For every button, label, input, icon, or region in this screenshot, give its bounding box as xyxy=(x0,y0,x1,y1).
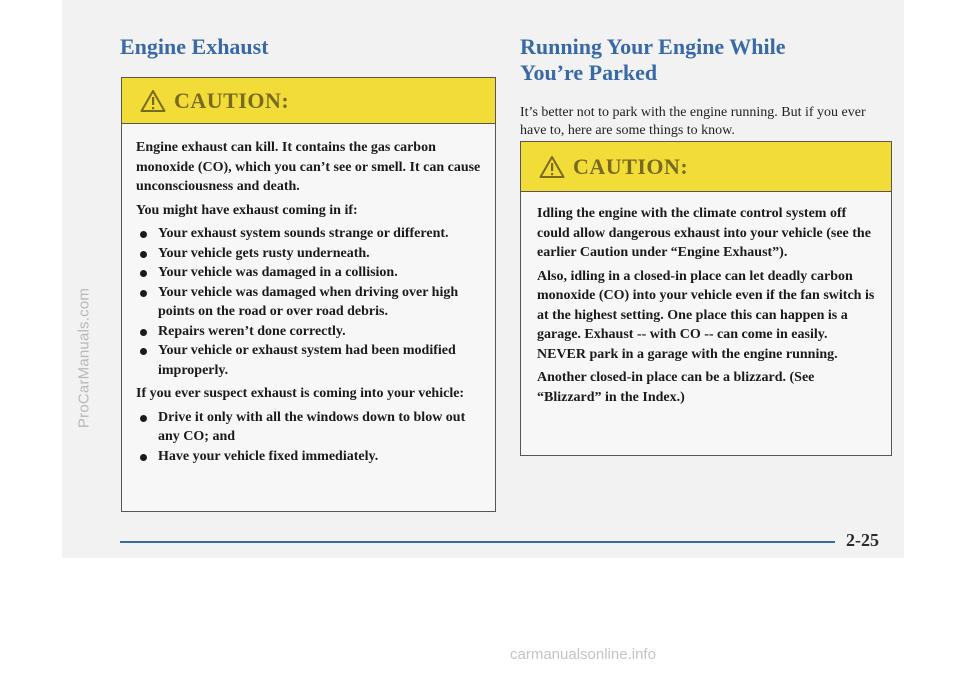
list-item: Repairs weren’t done correctly. xyxy=(136,322,483,342)
list-item: Your vehicle gets rusty underneath. xyxy=(136,244,483,264)
bullet-list xyxy=(136,224,483,380)
bottom-watermark: carmanualsonline.info xyxy=(510,646,656,663)
heading-line-1: Running Your Engine While xyxy=(520,34,786,59)
caution-body xyxy=(122,124,495,466)
caution-box-engine-exhaust xyxy=(121,77,496,512)
list-item: Have your vehicle fixed immediately. xyxy=(136,447,483,467)
page-number: 2-25 xyxy=(846,530,879,550)
caution-paragraph: Another closed-in place can be a blizzard. (See “Blizzard” in the Index.) xyxy=(537,370,815,405)
list-item: Your exhaust system sounds strange or different. xyxy=(136,224,483,244)
section-heading-running-engine-parked xyxy=(520,34,786,86)
heading-line-2: You’re Parked xyxy=(520,60,658,85)
caution-header xyxy=(521,142,891,192)
side-watermark: ProCarManuals.com xyxy=(75,287,93,429)
intro-paragraph: It’s better not to park with the engine running. But if you ever have to, here are some things to know. xyxy=(520,105,866,138)
section-heading-engine-exhaust: Engine Exhaust xyxy=(120,34,269,59)
caution-label: CAUTION: xyxy=(174,87,290,113)
list-item: Drive it only with all the windows down to blow out any CO; and xyxy=(136,408,483,447)
bullet-list xyxy=(136,408,483,467)
caution-header xyxy=(122,78,495,124)
warning-triangle-icon xyxy=(140,89,166,113)
footer-rule xyxy=(120,541,835,543)
caution-paragraph: Also, idling in a closed-in place can let deadly carbon monoxide (CO) into your vehicle even if the fan switch is at the highest setting. One place this can happen is a garage. Exhaust -- with CO -- can come in easily. NEVER park in a garage with the engine running. xyxy=(537,268,875,362)
caution-paragraph: You might have exhaust coming in if: xyxy=(136,202,358,218)
list-item: Your vehicle was damaged when driving over high points on the road or over road debris. xyxy=(136,283,483,322)
list-item: Your vehicle or exhaust system had been modified improperly. xyxy=(136,341,483,380)
caution-label: CAUTION: xyxy=(573,153,689,179)
caution-paragraph: Idling the engine with the climate control system off could allow dangerous exhaust into your vehicle (see the earlier Caution under “Engine Exhaust”). xyxy=(537,206,871,260)
warning-triangle-icon xyxy=(539,155,565,179)
caution-paragraph: If you ever suspect exhaust is coming into your vehicle: xyxy=(136,386,465,401)
caution-paragraph: Engine exhaust can kill. It contains the gas carbon monoxide (CO), which you can’t see or smell. It can cause unconsciousness and death. xyxy=(136,140,481,194)
list-item: Your vehicle was damaged in a collision. xyxy=(136,263,483,283)
caution-body xyxy=(521,192,891,407)
caution-box-idling xyxy=(520,141,892,456)
